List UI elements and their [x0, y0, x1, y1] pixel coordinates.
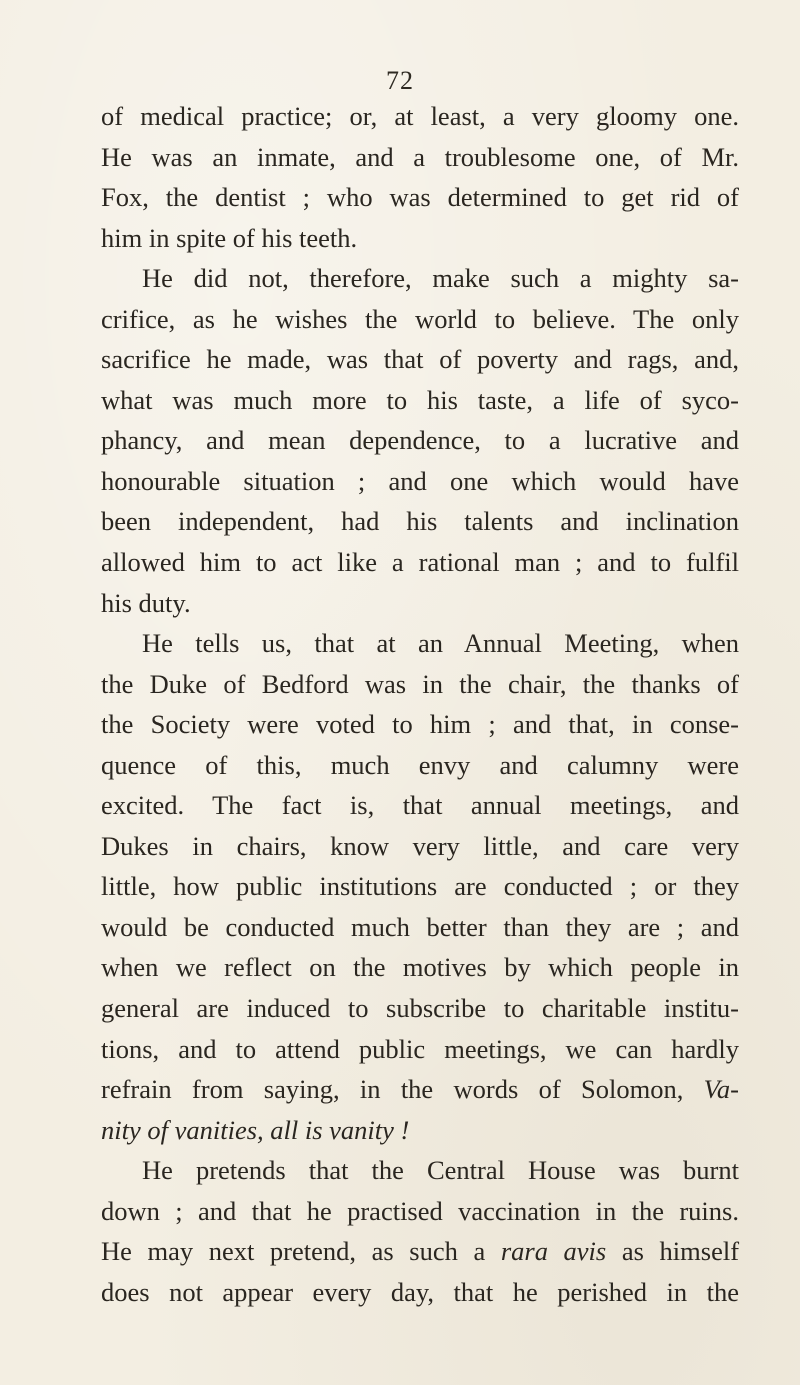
text-line	[101, 988, 739, 1029]
text-line	[101, 461, 739, 502]
italic-text: Va-	[703, 1074, 739, 1105]
text-line	[101, 218, 739, 259]
italic-text: nity of vanities, all is vanity !	[101, 1114, 410, 1145]
text-line	[101, 501, 739, 542]
line-text: allowed him to act like a rational man ; and to fulfil	[101, 547, 739, 578]
paragraph-start-line	[101, 258, 739, 299]
text-line	[101, 542, 739, 583]
text-line	[101, 866, 739, 907]
line-text: He did not, therefore, make such a mighty sa-	[142, 263, 739, 294]
line-text: tions, and to attend public meetings, we can hardly	[101, 1033, 739, 1064]
text-line	[101, 1231, 739, 1272]
text-line	[101, 339, 739, 380]
text-line	[101, 1272, 739, 1313]
line-text: general are induced to subscribe to charitable institu-	[101, 993, 739, 1024]
line-text: the Duke of Bedford was in the chair, the thanks of	[101, 668, 739, 699]
text-line	[101, 1029, 739, 1070]
page-number: 72	[386, 66, 414, 95]
line-text: been independent, had his talents and inclination	[101, 506, 739, 537]
italic-text: rara avis	[500, 1236, 607, 1267]
line-text: does not appear every day, that he perished in the	[101, 1276, 739, 1307]
line-text: He may next pretend, as such a	[101, 1236, 486, 1267]
line-text: honourable situation ; and one which would have	[101, 465, 739, 496]
line-text: He was an inmate, and a troublesome one, of Mr.	[101, 141, 739, 172]
line-text: of medical practice; or, at least, a very gloomy one.	[101, 101, 739, 131]
line-text: crifice, as he wishes the world to believe. The only	[101, 303, 739, 334]
line-text: refrain from saying, in the words of Solomon,	[101, 1074, 684, 1105]
paragraph-start-line	[101, 623, 739, 664]
paragraph-start-line	[101, 1150, 739, 1191]
line-text: phancy, and mean dependence, to a lucrative and	[101, 425, 739, 456]
line-text: would be conducted much better than they are ; and	[101, 911, 739, 942]
text-line	[101, 96, 739, 137]
line-text: when we reflect on the motives by which people in	[101, 952, 739, 983]
text-line	[101, 1069, 739, 1110]
text-line	[101, 177, 739, 218]
line-text: sacrifice he made, was that of poverty and rags, and,	[101, 344, 739, 375]
text-line	[101, 704, 739, 745]
line-text: quence of this, much envy and calumny were	[101, 749, 739, 780]
line-text: the Society were voted to him ; and that, in conse-	[101, 709, 739, 740]
line-text: Dukes in chairs, know very little, and care very	[101, 830, 739, 861]
text-line	[101, 1191, 739, 1232]
text-line	[101, 420, 739, 461]
text-line	[101, 380, 739, 421]
text-line	[101, 785, 739, 826]
text-line	[101, 947, 739, 988]
text-line	[101, 826, 739, 867]
text-line	[101, 137, 739, 178]
line-text: Fox, the dentist ; who was determined to get rid of	[101, 182, 739, 213]
text-line	[101, 583, 739, 624]
line-text: little, how public institutions are conducted ; or they	[101, 871, 739, 902]
text-line	[101, 745, 739, 786]
text-line	[101, 664, 739, 705]
line-text: down ; and that he practised vaccination in the ruins.	[101, 1195, 739, 1226]
line-text: his duty.	[101, 587, 191, 618]
line-text: excited. The fact is, that annual meetings, and	[101, 790, 739, 821]
line-text: him in spite of his teeth.	[101, 222, 358, 253]
line-text: He pretends that the Central House was burnt	[142, 1155, 739, 1186]
line-text: as himself	[621, 1236, 740, 1267]
text-line	[101, 299, 739, 340]
line-text: He tells us, that at an Annual Meeting, when	[142, 628, 739, 659]
text-line	[101, 907, 739, 948]
line-text: what was much more to his taste, a life of syco-	[101, 384, 739, 415]
body-text	[101, 96, 739, 1312]
text-line	[101, 1110, 739, 1151]
